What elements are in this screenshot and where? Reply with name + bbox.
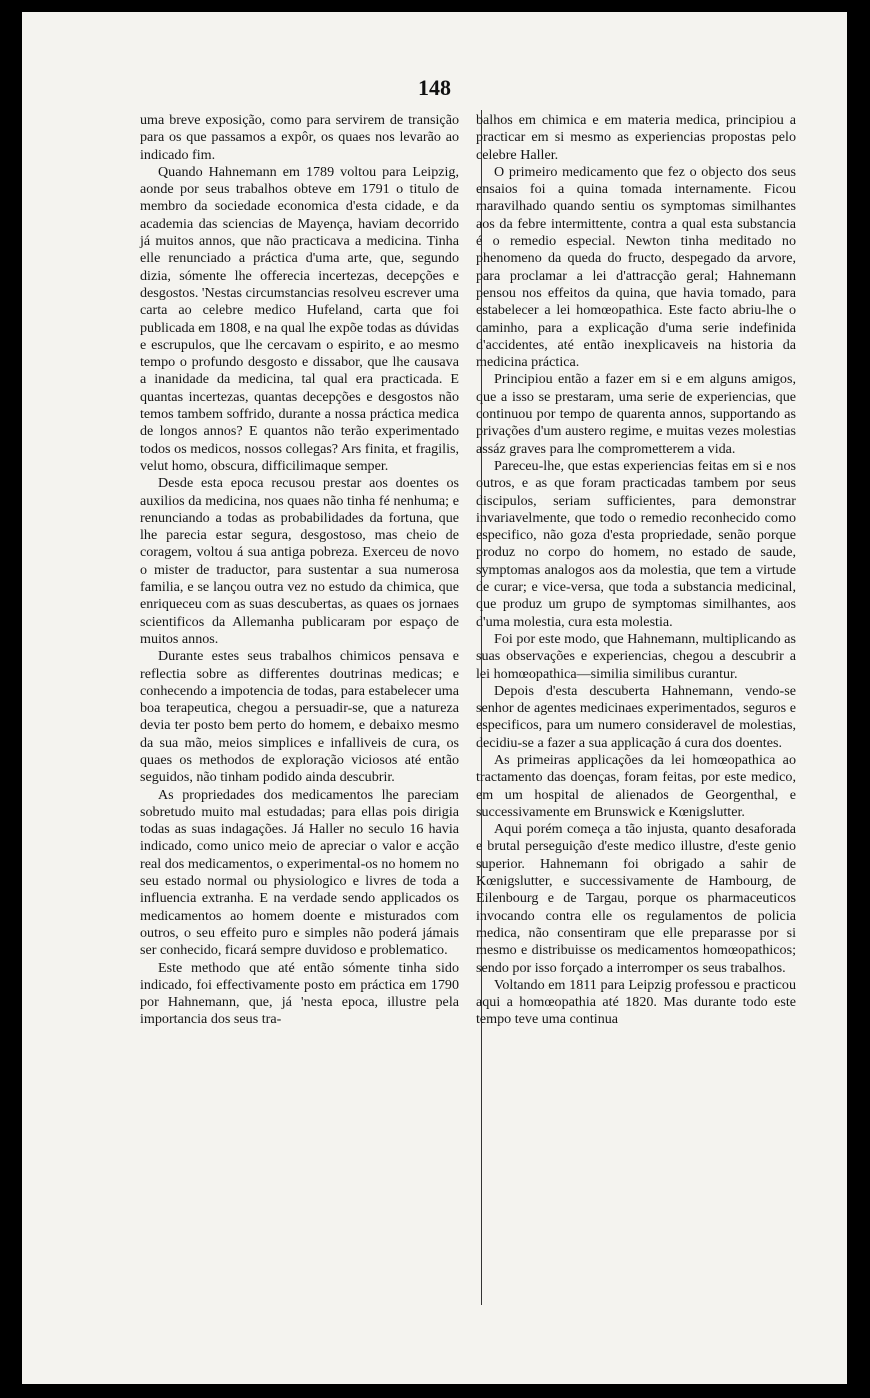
paragraph: Pareceu-lhe, que estas experiencias feitas em si e nos outros, e as que foram practicadas tambem por seus discipulos, seriam sufficientes, para demonstrar invariavelmente, que todo o remedio reconhecido como especifico, não goza d'esta propriedade, senão porque produz no corpo do homem, no estado de saude, symptomas analogos aos da molestia, que tem a virtude de curar; e vice-versa, que toda a substancia medicinal, que produz um grupo de symptomas similhantes, aos d'uma molestia, cura esta molestia. [476, 457, 796, 630]
paragraph: Voltando em 1811 para Leipzig professou e practicou aqui a homœopathia até 1820. Mas durante todo este tempo teve uma continua [476, 976, 796, 1028]
paragraph: Este methodo que até então sómente tinha sido indicado, foi effectivamente posto em práctica em 1790 por Hahnemann, que, já 'nesta epoca, illustre pela importancia dos seus tra- [140, 959, 459, 1028]
paragraph: As primeiras applicações da lei homœopathica ao tractamento das doenças, foram feitas, por este medico, em um hospital de alienados de Georgenthal, e successivamente em Brunswick e Kœnigslutter. [476, 751, 796, 820]
left-column [140, 112, 459, 1029]
paragraph: Depois d'esta descuberta Hahnemann, vendo-se senhor de agentes medicinaes experimentados, seguros e especificos, para um numero consideravel de molestias, decidiu-se a fazer a sua applicação á cura dos doentes. [476, 682, 796, 751]
paragraph: O primeiro medicamento que fez o objecto dos seus ensaios foi a quina tomada internamente. Ficou maravilhado quando sentiu os symptomas similhantes aos da febre intermittente, contra a qual esta substancia é o remedio especial. Newton tinha meditado no phenomeno da queda do fructo, despegado da arvore, para proclamar a lei d'attracção geral; Hahnemann pensou nos effeitos da quina, que havia tomado, para estabelecer a lei homœopathica. Este facto abriu-lhe o caminho, para a explicação d'uma serie indefinida d'accidentes, até então inexplicaveis na historia da medicina práctica. [476, 163, 796, 371]
paragraph: Aqui porém começa a tão injusta, quanto desaforada e brutal perseguição d'este medico illustre, d'este genio superior. Hahnemann foi obrigado a sahir de Kœnigslutter, e successivamente de Hambourg, de Eilenbourg e de Targau, porque os pharmaceuticos invocando contra elle os regulamentos de policia medica, não consentiram que elle preparasse por si mesmo e distribuisse os medicamentos homœopathicos; sendo por isso forçado a interromper os seus trabalhos. [476, 821, 796, 976]
paragraph: Principiou então a fazer em si e em alguns amigos, que a isso se prestaram, uma serie de experiencias, que continuou por tempo de quarenta annos, supportando as privações d'um austero regime, e muitas vezes molestias assáz graves para lhe comprometterem a vida. [476, 371, 796, 457]
book-page [22, 12, 847, 1384]
paragraph: balhos em chimica e em materia medica, principiou a practicar em si mesmo as experiencias propostas pelo celebre Haller. [476, 112, 796, 163]
paragraph: Foi por este modo, que Hahnemann, multiplicando as suas observações e experiencias, chegou a descubrir a lei homœopathica—similia similibus curantur. [476, 630, 796, 682]
paragraph: As propriedades dos medicamentos lhe pareciam sobretudo muito mal estudadas; para ellas pois dirigia todas as suas indagações. Já Haller no seculo 16 havia indicado, como unico meio de apreciar o valor e acção real dos medicamentos, o experimental-os no homem no seu estado normal ou physiologico e livres de toda a influencia extranha. E na verdade sendo applicados os medicamentos ao homem doente e misturados com outros, o seu effeito puro e simples não poderá jámais ser conhecido, ficará sempre duvidoso e problematico. [140, 786, 459, 959]
paragraph: Quando Hahnemann em 1789 voltou para Leipzig, aonde por seus trabalhos obteve em 1791 o titulo de membro da sociedade economica d'esta cidade, e da academia das sciencias de Mayença, haviam decorrido já muitos annos, que não practicava a medicina. Tinha elle renunciado a práctica d'uma arte, que, segundo dizia, sómente lhe offerecia incertezas, decepções e desgostos. 'Nestas circumstancias resolveu escrever uma carta ao celebre medico Hufeland, carta que foi publicada em 1808, e na qual lhe expõe todas as dúvidas e escrupulos, que lhe cercavam o espirito, e ao mesmo tempo o profundo desgosto e dissabor, que lhe causava a inanidade da medicina, tal qual era practicada. E quantas incertezas, quantas decepções e desgostos não temos tambem soffrido, durante a nossa práctica medica de longos annos? E quantos não terão experimentado todos os medicos, nossos collegas? Ars finita, et fragilis, velut homo, obscura, difficilimaque semper. [140, 163, 459, 474]
paragraph: Desde esta epoca recusou prestar aos doentes os auxilios da medicina, nos quaes não tinha fé nenhuma; e renunciando a todas as probabilidades da fortuna, que lhe parecia estar segura, desgostoso, mas cheio de coragem, voltou á sua antiga pobreza. Exerceu de novo o mister de traductor, para sustentar a sua numerosa familia, e se lançou outra vez no estudo da chimica, que enriqueceu com as suas descubertas, as quaes os jornaes scientificos da Allemanha publicaram por espaço de muitos annos. [140, 475, 459, 647]
right-column [476, 112, 796, 1029]
paragraph: Durante estes seus trabalhos chimicos pensava e reflectia sobre as differentes doutrinas medicas; e conhecendo a impotencia de todas, para estabelecer uma boa terapeutica, chegou a persuadir-se, que a natureza devia ter posto bem perto do homem, e debaixo mesmo da sua mão, meios simplices e infalliveis de cura, os quaes os methodos de exploração viciosos até então seguidos, não tinham podido ainda descubrir. [140, 648, 459, 786]
paragraph: uma breve exposição, como para servirem de transição para os que passamos a expôr, os quaes nos levarão ao indicado fim. [140, 112, 459, 163]
page-number: 148 [418, 75, 451, 100]
